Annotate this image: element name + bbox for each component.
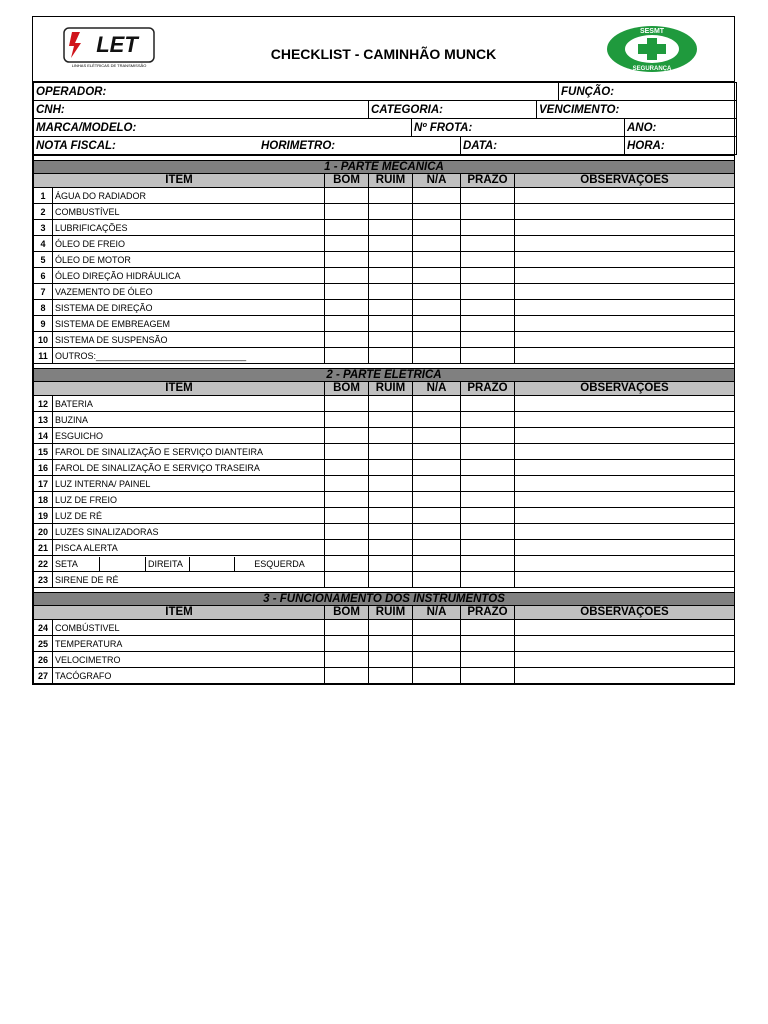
item-label: LUZES SINALIZADORAS — [53, 524, 325, 540]
bom-checkbox[interactable] — [325, 188, 369, 204]
checklist-row — [34, 236, 735, 252]
ruim-checkbox[interactable] — [369, 220, 413, 236]
na-checkbox[interactable] — [413, 572, 461, 588]
observacoes-field[interactable] — [515, 476, 735, 492]
item-label: SETA — [53, 557, 100, 571]
item-number: 19 — [34, 508, 53, 524]
info-row-marca — [34, 119, 737, 137]
prazo-field[interactable] — [461, 652, 515, 668]
item-number: 13 — [34, 412, 53, 428]
prazo-field[interactable] — [461, 444, 515, 460]
item-number: 17 — [34, 476, 53, 492]
item-label: SISTEMA DE SUSPENSÃO — [53, 332, 325, 348]
col-header-na: N/A — [413, 606, 461, 620]
na-checkbox[interactable] — [413, 300, 461, 316]
na-checkbox[interactable] — [413, 188, 461, 204]
col-header-ruim: RUIM — [369, 606, 413, 620]
item-number: 27 — [34, 668, 53, 684]
item-number: 4 — [34, 236, 53, 252]
info-table — [33, 82, 737, 155]
observacoes-field[interactable] — [515, 332, 735, 348]
na-checkbox[interactable] — [413, 252, 461, 268]
checklist-row — [34, 572, 735, 588]
item-label: LUZ DE RÉ — [53, 508, 325, 524]
item-number: 14 — [34, 428, 53, 444]
checklist-row — [34, 444, 735, 460]
item-number: 22 — [34, 556, 53, 572]
prazo-field[interactable] — [461, 252, 515, 268]
section-title-row — [34, 161, 735, 174]
item-number: 16 — [34, 460, 53, 476]
bom-checkbox[interactable] — [325, 572, 369, 588]
bom-checkbox[interactable] — [325, 476, 369, 492]
prazo-field[interactable] — [461, 460, 515, 476]
prazo-field[interactable] — [461, 636, 515, 652]
observacoes-field[interactable] — [515, 524, 735, 540]
item-label: LUZ DE FREIO — [53, 492, 325, 508]
col-header-prazo: PRAZO — [461, 606, 515, 620]
observacoes-field[interactable] — [515, 444, 735, 460]
ruim-checkbox[interactable] — [369, 236, 413, 252]
svg-text:SESMT: SESMT — [639, 28, 665, 35]
checklist-row — [34, 636, 735, 652]
na-checkbox[interactable] — [413, 236, 461, 252]
prazo-field[interactable] — [461, 268, 515, 284]
item-number: 10 — [34, 332, 53, 348]
item-label: SISTEMA DE EMBREAGEM — [53, 316, 325, 332]
item-number: 26 — [34, 652, 53, 668]
item-label: FAROL DE SINALIZAÇÃO E SERVIÇO TRASEIRA — [53, 460, 325, 476]
checklist-row — [34, 508, 735, 524]
document-header — [33, 17, 734, 82]
ruim-checkbox[interactable] — [369, 300, 413, 316]
operador-field[interactable]: OPERADOR: — [34, 83, 559, 101]
checklist-row — [34, 188, 735, 204]
col-header-bom: BOM — [325, 606, 369, 620]
item-number: 8 — [34, 300, 53, 316]
data-field[interactable]: DATA: — [461, 137, 625, 155]
item-number: 1 — [34, 188, 53, 204]
item-label: TACÓGRAFO — [53, 668, 325, 684]
observacoes-field[interactable] — [515, 540, 735, 556]
section-title: 1 - PARTE MECÂNICA — [34, 161, 735, 174]
checklist-row — [34, 300, 735, 316]
sesmt-logo — [606, 25, 698, 73]
checklist-row — [34, 460, 735, 476]
prazo-field[interactable] — [461, 396, 515, 412]
section-title-row — [34, 593, 735, 606]
ano-field[interactable]: ANO: — [625, 119, 737, 137]
bom-checkbox[interactable] — [325, 540, 369, 556]
observacoes-field[interactable] — [515, 412, 735, 428]
observacoes-field[interactable] — [515, 348, 735, 364]
col-header-observacoes: OBSERVAÇÕES — [515, 606, 735, 620]
col-header-item: ITEM — [34, 174, 325, 188]
item-label: ÓLEO DIREÇÃO HIDRÁULICA — [53, 268, 325, 284]
na-checkbox[interactable] — [413, 668, 461, 684]
prazo-field[interactable] — [461, 188, 515, 204]
checklist-row — [34, 348, 735, 364]
checklist-row — [34, 428, 735, 444]
seta-esquerda-label: ESQUERDA — [254, 558, 305, 569]
prazo-field[interactable] — [461, 348, 515, 364]
checklist-row — [34, 652, 735, 668]
col-header-bom: BOM — [325, 174, 369, 188]
funcao-field[interactable]: FUNÇÃO: — [559, 83, 737, 101]
na-checkbox[interactable] — [413, 524, 461, 540]
bom-checkbox[interactable] — [325, 268, 369, 284]
item-label: COMBÚSTIVEL — [53, 620, 325, 636]
ruim-checkbox[interactable] — [369, 252, 413, 268]
ruim-checkbox[interactable] — [369, 540, 413, 556]
col-header-ruim: RUIM — [369, 174, 413, 188]
observacoes-field[interactable] — [515, 556, 735, 572]
seta-direita-label: DIREITA — [146, 557, 190, 571]
col-header-na: N/A — [413, 382, 461, 396]
checklist-row — [34, 332, 735, 348]
na-checkbox[interactable] — [413, 476, 461, 492]
svg-text:LET: LET — [96, 32, 138, 57]
checklist-row — [34, 476, 735, 492]
item-number: 18 — [34, 492, 53, 508]
col-header-prazo: PRAZO — [461, 382, 515, 396]
bom-checkbox[interactable] — [325, 204, 369, 220]
na-checkbox[interactable] — [413, 332, 461, 348]
ruim-checkbox[interactable] — [369, 476, 413, 492]
observacoes-field[interactable] — [515, 460, 735, 476]
prazo-field[interactable] — [461, 220, 515, 236]
checklist-row — [34, 252, 735, 268]
item-number: 9 — [34, 316, 53, 332]
observacoes-field[interactable] — [515, 268, 735, 284]
bom-checkbox[interactable] — [325, 252, 369, 268]
ruim-checkbox[interactable] — [369, 428, 413, 444]
item-number: 23 — [34, 572, 53, 588]
info-row-nota — [34, 137, 737, 155]
observacoes-field[interactable] — [515, 620, 735, 636]
ruim-checkbox[interactable] — [369, 444, 413, 460]
item-label: BATERIA — [53, 396, 325, 412]
na-checkbox[interactable] — [413, 652, 461, 668]
ruim-checkbox[interactable] — [369, 572, 413, 588]
item-number: 12 — [34, 396, 53, 412]
ruim-checkbox[interactable] — [369, 332, 413, 348]
prazo-field[interactable] — [461, 332, 515, 348]
bom-checkbox[interactable] — [325, 220, 369, 236]
info-row-operador — [34, 83, 737, 101]
checklist-row — [34, 620, 735, 636]
na-checkbox[interactable] — [413, 540, 461, 556]
seta-blank-1[interactable] — [100, 557, 146, 571]
seta-subgrid — [53, 557, 324, 571]
item-label: TEMPERATURA — [53, 636, 325, 652]
item-label: VELOCIMETRO — [53, 652, 325, 668]
checklist-row — [34, 220, 735, 236]
ruim-checkbox[interactable] — [369, 412, 413, 428]
ruim-checkbox[interactable] — [369, 508, 413, 524]
section-title-row — [34, 369, 735, 382]
na-checkbox[interactable] — [413, 636, 461, 652]
na-checkbox[interactable] — [413, 348, 461, 364]
categoria-field[interactable]: CATEGORIA: — [369, 101, 537, 119]
bom-checkbox[interactable] — [325, 236, 369, 252]
section-title: 2 - PARTE ELÉTRICA — [34, 369, 735, 382]
bom-checkbox[interactable] — [325, 492, 369, 508]
observacoes-field[interactable] — [515, 428, 735, 444]
observacoes-field[interactable] — [515, 220, 735, 236]
column-header-row — [34, 174, 735, 188]
na-checkbox[interactable] — [413, 284, 461, 300]
item-number: 7 — [34, 284, 53, 300]
col-header-item: ITEM — [34, 606, 325, 620]
col-header-bom: BOM — [325, 382, 369, 396]
ruim-checkbox[interactable] — [369, 620, 413, 636]
item-number: 20 — [34, 524, 53, 540]
item-label: LUBRIFICAÇÕES — [53, 220, 325, 236]
ruim-checkbox[interactable] — [369, 316, 413, 332]
observacoes-field[interactable] — [515, 252, 735, 268]
na-checkbox[interactable] — [413, 620, 461, 636]
checklist-sheet — [32, 16, 735, 685]
prazo-field[interactable] — [461, 204, 515, 220]
item-number: 6 — [34, 268, 53, 284]
item-label: SIRENE DE RÉ — [53, 572, 325, 588]
observacoes-field[interactable] — [515, 396, 735, 412]
checklist-row — [34, 396, 735, 412]
observacoes-field[interactable] — [515, 204, 735, 220]
na-checkbox[interactable] — [413, 316, 461, 332]
checklist-row — [34, 204, 735, 220]
observacoes-field[interactable] — [515, 236, 735, 252]
observacoes-field[interactable] — [515, 508, 735, 524]
na-checkbox[interactable] — [413, 220, 461, 236]
prazo-field[interactable] — [461, 492, 515, 508]
col-header-prazo: PRAZO — [461, 174, 515, 188]
checklist-row — [34, 668, 735, 684]
document-title: CHECKLIST - CAMINHÃO MUNCK — [270, 46, 497, 62]
col-header-observacoes: OBSERVAÇÕES — [515, 382, 735, 396]
cnh-field[interactable]: CNH: — [34, 101, 369, 119]
checklist-row — [34, 524, 735, 540]
item-label: BUZINA — [53, 412, 325, 428]
item-label: PISCA ALERTA — [53, 540, 325, 556]
na-checkbox[interactable] — [413, 396, 461, 412]
ruim-checkbox[interactable] — [369, 268, 413, 284]
observacoes-field[interactable] — [515, 572, 735, 588]
vencimento-field[interactable]: VENCIMENTO: — [537, 101, 737, 119]
ruim-checkbox[interactable] — [369, 396, 413, 412]
bom-checkbox[interactable] — [325, 444, 369, 460]
bom-checkbox[interactable] — [325, 300, 369, 316]
item-label: ESGUICHO — [53, 428, 325, 444]
bom-checkbox[interactable] — [325, 524, 369, 540]
section-title: 3 - FUNCIONAMENTO DOS INSTRUMENTOS — [34, 593, 735, 606]
item-label: VAZEMENTO DE ÓLEO — [53, 284, 325, 300]
checklist-row — [34, 284, 735, 300]
na-checkbox[interactable] — [413, 556, 461, 572]
bom-checkbox[interactable] — [325, 428, 369, 444]
prazo-field[interactable] — [461, 316, 515, 332]
prazo-field[interactable] — [461, 412, 515, 428]
prazo-field[interactable] — [461, 284, 515, 300]
svg-text:SEGURANÇA: SEGURANÇA — [632, 66, 672, 72]
item-number: 15 — [34, 444, 53, 460]
prazo-field[interactable] — [461, 620, 515, 636]
na-checkbox[interactable] — [413, 508, 461, 524]
observacoes-field[interactable] — [515, 636, 735, 652]
column-header-row — [34, 382, 735, 396]
observacoes-field[interactable] — [515, 284, 735, 300]
observacoes-field[interactable] — [515, 300, 735, 316]
na-checkbox[interactable] — [413, 268, 461, 284]
bom-checkbox[interactable] — [325, 396, 369, 412]
prazo-field[interactable] — [461, 300, 515, 316]
bom-checkbox[interactable] — [325, 348, 369, 364]
item-label: ÓLEO DE MOTOR — [53, 252, 325, 268]
prazo-field[interactable] — [461, 524, 515, 540]
item-number: 5 — [34, 252, 53, 268]
bom-checkbox[interactable] — [325, 284, 369, 300]
item-label: COMBUSTÍVEL — [53, 204, 325, 220]
marca-modelo-field[interactable]: MARCA/MODELO: — [34, 119, 412, 137]
checklist-table — [33, 155, 735, 684]
col-header-observacoes: OBSERVAÇÕES — [515, 174, 735, 188]
ruim-checkbox[interactable] — [369, 348, 413, 364]
bom-checkbox[interactable] — [325, 668, 369, 684]
na-checkbox[interactable] — [413, 204, 461, 220]
bom-checkbox[interactable] — [325, 412, 369, 428]
observacoes-field[interactable] — [515, 492, 735, 508]
col-header-item: ITEM — [34, 382, 325, 396]
observacoes-field[interactable] — [515, 668, 735, 684]
observacoes-field[interactable] — [515, 188, 735, 204]
prazo-field[interactable] — [461, 556, 515, 572]
prazo-field[interactable] — [461, 476, 515, 492]
bom-checkbox[interactable] — [325, 316, 369, 332]
checklist-row — [34, 540, 735, 556]
info-row-cnh — [34, 101, 737, 119]
ruim-checkbox[interactable] — [369, 188, 413, 204]
seta-blank-2[interactable] — [190, 557, 235, 571]
ruim-checkbox[interactable] — [369, 284, 413, 300]
na-checkbox[interactable] — [413, 444, 461, 460]
col-header-na: N/A — [413, 174, 461, 188]
ruim-checkbox[interactable] — [369, 652, 413, 668]
prazo-field[interactable] — [461, 236, 515, 252]
bom-checkbox[interactable] — [325, 620, 369, 636]
frota-field[interactable]: Nº FROTA: — [412, 119, 625, 137]
item-label: OUTROS:______________________________ — [53, 348, 325, 364]
col-header-ruim: RUIM — [369, 382, 413, 396]
na-checkbox[interactable] — [413, 428, 461, 444]
checklist-row — [34, 556, 735, 572]
checklist-row — [34, 412, 735, 428]
bom-checkbox[interactable] — [325, 636, 369, 652]
item-label: SISTEMA DE DIREÇÃO — [53, 300, 325, 316]
observacoes-field[interactable] — [515, 652, 735, 668]
ruim-checkbox[interactable] — [369, 556, 413, 572]
prazo-field[interactable] — [461, 428, 515, 444]
checklist-row — [34, 316, 735, 332]
checklist-row — [34, 492, 735, 508]
item-label: ÁGUA DO RADIADOR — [53, 188, 325, 204]
item-label-seta — [53, 556, 325, 572]
item-label: FAROL DE SINALIZAÇÃO E SERVIÇO DIANTEIRA — [53, 444, 325, 460]
item-number: 25 — [34, 636, 53, 652]
ruim-checkbox[interactable] — [369, 636, 413, 652]
item-label: LUZ INTERNA/ PAINEL — [53, 476, 325, 492]
na-checkbox[interactable] — [413, 492, 461, 508]
observacoes-field[interactable] — [515, 316, 735, 332]
bom-checkbox[interactable] — [325, 332, 369, 348]
prazo-field[interactable] — [461, 540, 515, 556]
ruim-checkbox[interactable] — [369, 524, 413, 540]
na-checkbox[interactable] — [413, 460, 461, 476]
nota-fiscal-field[interactable]: NOTA FISCAL: HORIMETRO: — [34, 137, 369, 155]
column-header-row — [34, 606, 735, 620]
checklist-row — [34, 268, 735, 284]
bom-checkbox[interactable] — [325, 460, 369, 476]
na-checkbox[interactable] — [413, 412, 461, 428]
prazo-field[interactable] — [461, 668, 515, 684]
bom-checkbox[interactable] — [325, 556, 369, 572]
ruim-checkbox[interactable] — [369, 460, 413, 476]
bom-checkbox[interactable] — [325, 652, 369, 668]
prazo-field[interactable] — [461, 508, 515, 524]
ruim-checkbox[interactable] — [369, 668, 413, 684]
item-number: 11 — [34, 348, 53, 364]
item-label: ÓLEO DE FREIO — [53, 236, 325, 252]
hora-field[interactable]: HORA: — [625, 137, 737, 155]
item-number: 21 — [34, 540, 53, 556]
let-logo-subtitle: LINHAS ELÉTRICAS DE TRANSMISSÃO — [71, 63, 147, 68]
prazo-field[interactable] — [461, 572, 515, 588]
item-number: 2 — [34, 204, 53, 220]
item-number: 3 — [34, 220, 53, 236]
item-number: 24 — [34, 620, 53, 636]
ruim-checkbox[interactable] — [369, 492, 413, 508]
ruim-checkbox[interactable] — [369, 204, 413, 220]
bom-checkbox[interactable] — [325, 508, 369, 524]
horimetro-blank[interactable] — [369, 137, 461, 155]
